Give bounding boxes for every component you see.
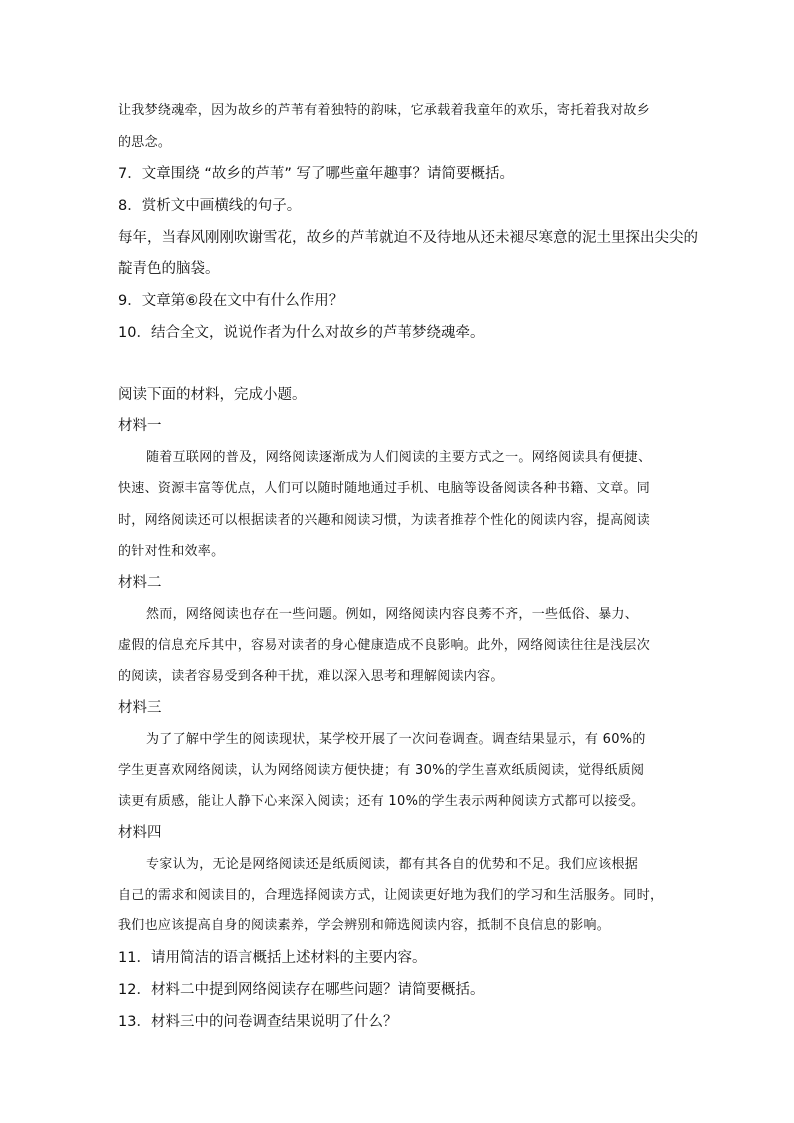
question-12: 12．材料二中提到网络阅读存在哪些问题？请简要概括。	[118, 982, 485, 998]
material-2-line: 然而，网络阅读也存在一些问题。例如，网络阅读内容良莠不齐，一些低俗、暴力、	[146, 607, 639, 622]
passage-line: 的思念。	[118, 135, 172, 150]
material-4-title: 材料四	[118, 825, 162, 841]
question-7: 7．文章围绕 “故乡的芦苇” 写了哪些童年趣事？请简要概括。	[118, 166, 514, 182]
reading-instruction: 阅读下面的材料，完成小题。	[118, 387, 307, 403]
question-10: 10．结合全文，说说作者为什么对故乡的芦苇梦绕魂牵。	[118, 325, 485, 341]
material-1-line: 随着互联网的普及，网络阅读逐渐成为人们阅读的主要方式之一。网络阅读具有便捷、	[146, 450, 652, 465]
material-3-line: 为了了解中学生的阅读现状，某学校开展了一次问卷调查。调查结果显示，有 60%的	[146, 732, 646, 747]
material-3-title: 材料三	[118, 700, 162, 716]
question-13: 13．材料三中的问卷调查结果说明了什么？	[118, 1014, 398, 1030]
material-3-line: 学生更喜欢网络阅读，认为网络阅读方便快捷；有 30%的学生喜欢纸质阅读，觉得纸质阅	[118, 763, 645, 778]
question-8: 8．赏析文中画横线的句子。	[118, 198, 302, 214]
material-1-title: 材料一	[118, 418, 162, 434]
material-2-title: 材料二	[118, 575, 162, 591]
material-4-line: 自己的需求和阅读目的，合理选择阅读方式，让阅读更好地为我们的学习和生活服务。同时，	[118, 888, 664, 903]
material-3-line: 读更有质感，能让人静下心来深入阅读；还有 10%的学生表示两种阅读方式都可以接受。	[118, 794, 645, 809]
question-11: 11．请用简洁的语言概括上述材料的主要内容。	[118, 950, 427, 966]
passage-line: 让我梦绕魂牵，因为故乡的芦苇有着独特的韵味，它承载着我童年的欢乐，寄托着我对故乡	[118, 103, 651, 118]
question-9: 9．文章第⑥段在文中有什么作用？	[118, 293, 344, 309]
material-1-line: 的针对性和效率。	[118, 544, 225, 559]
material-2-line: 虚假的信息充斥其中，容易对读者的身心健康造成不良影响。此外，网络阅读往往是浅层次	[118, 638, 651, 653]
underlined-sentence: 每年，当春风刚刚吹谢雪花，故乡的芦苇就迫不及待地从还未褪尽寒意的泥土里探出尖尖的	[118, 230, 698, 246]
material-4-line: 专家认为，无论是网络阅读还是纸质阅读，都有其各自的优势和不足。我们应该根据	[146, 857, 639, 872]
underlined-sentence-end: 靛青色的脑袋。	[118, 261, 220, 277]
material-1-line: 快速、资源丰富等优点，人们可以随时随地通过手机、电脑等设备阅读各种书籍、文章。同	[118, 481, 651, 496]
material-1-line: 时，网络阅读还可以根据读者的兴趣和阅读习惯，为读者推荐个性化的阅读内容，提高阅读	[118, 513, 651, 528]
material-2-line: 的阅读，读者容易受到各种干扰，难以深入思考和理解阅读内容。	[118, 669, 504, 684]
material-4-line: 我们也应该提高自身的阅读素养，学会辨别和筛选阅读内容，抵制不良信息的影响。	[118, 918, 611, 933]
